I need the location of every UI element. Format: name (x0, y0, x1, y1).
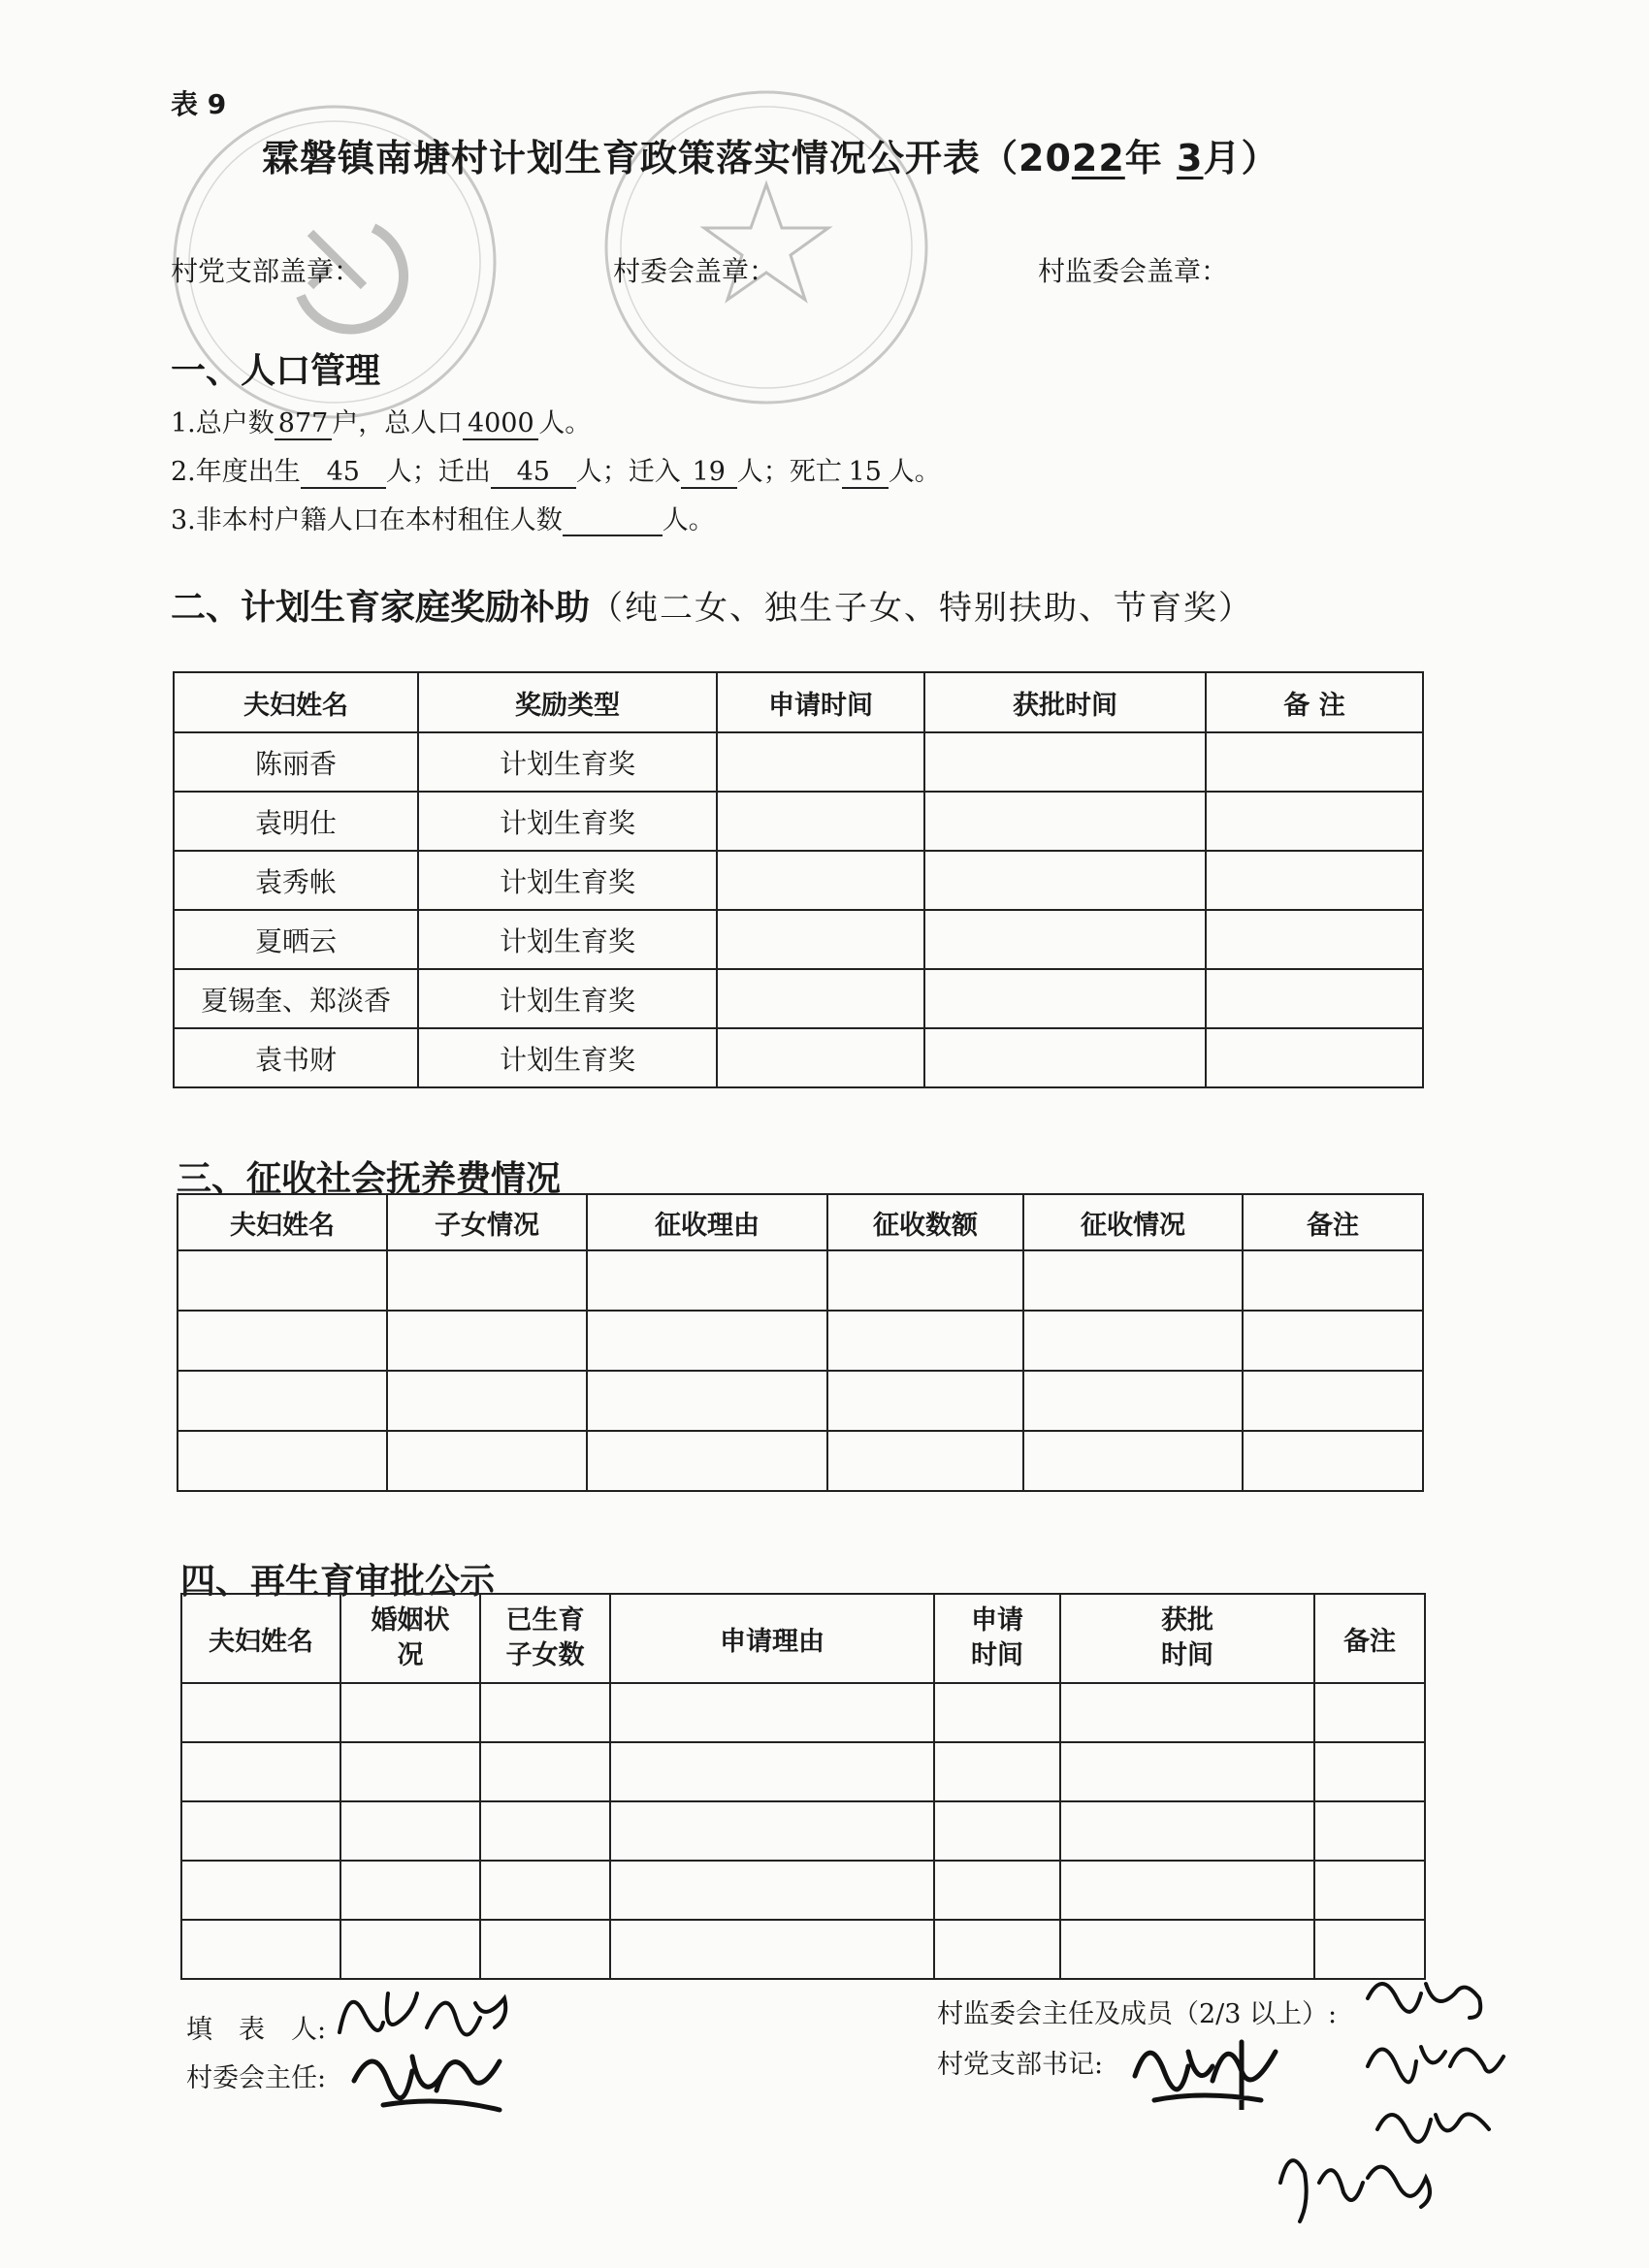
table-cell (480, 1861, 610, 1920)
households-value: 877 (275, 408, 333, 440)
approval-heading: 四、再生育审批公示 (180, 1562, 496, 1602)
table-cell (924, 1028, 1206, 1087)
table-cell (1314, 1683, 1425, 1742)
approval-body (181, 1683, 1425, 1979)
rewards-column-header: 夫妇姓名 (174, 672, 418, 732)
table-cell (1314, 1801, 1425, 1861)
table-cell (717, 851, 924, 910)
renters-value (563, 505, 663, 536)
fees-column-header: 征收情况 (1023, 1194, 1243, 1250)
deaths-label: 人；死亡 (736, 457, 842, 487)
renters-label: 3.非本村户籍人口在本村租住人数 (171, 505, 563, 535)
table-cell: 计划生育奖 (418, 969, 717, 1028)
rewards-column-header: 备 注 (1206, 672, 1423, 732)
total-value: 4000 (463, 408, 538, 440)
table-cell (610, 1683, 934, 1742)
form-label: 表 9 (171, 88, 227, 120)
table-cell (1206, 851, 1423, 910)
table-cell (1314, 1742, 1425, 1801)
table-cell (934, 1683, 1060, 1742)
table-cell (181, 1742, 340, 1801)
population-heading: 一、人口管理 (171, 351, 381, 391)
table-cell (1206, 910, 1423, 969)
table-cell (387, 1431, 587, 1491)
table-row (181, 1801, 1425, 1861)
title-part1: 霖磐镇南塘村计划生育政策落实情况公开表（20 (262, 137, 1072, 179)
table-cell (340, 1920, 480, 1979)
table-row (181, 1861, 1425, 1920)
table-cell (1243, 1431, 1423, 1491)
population-line-1 (171, 402, 591, 440)
filler-label: 填 表 人: (186, 2015, 327, 2045)
table-cell (1243, 1250, 1423, 1311)
rewards-table (173, 671, 1424, 1088)
secretary-label: 村党支部书记: (937, 2050, 1104, 2080)
table-cell (480, 1742, 610, 1801)
table-row (174, 792, 1423, 851)
fees-column-header: 夫妇姓名 (178, 1194, 387, 1250)
approval-column-header: 获批 时间 (1060, 1594, 1314, 1683)
table-cell (934, 1801, 1060, 1861)
title-month: 3 (1177, 137, 1204, 179)
table-row (181, 1920, 1425, 1979)
table-cell (1060, 1801, 1314, 1861)
table-cell (340, 1742, 480, 1801)
births-label: 2.年度出生 (171, 457, 301, 487)
table-cell (1023, 1431, 1243, 1491)
table-cell (1206, 792, 1423, 851)
fees-body (178, 1250, 1423, 1491)
table-cell (934, 1920, 1060, 1979)
table-cell: 计划生育奖 (418, 792, 717, 851)
table-cell (1206, 1028, 1423, 1087)
approval-column-header: 申请 时间 (934, 1594, 1060, 1683)
party-branch-seal-label: 村党支部盖章： (171, 255, 362, 287)
table-cell (178, 1250, 387, 1311)
table-cell (1023, 1250, 1243, 1311)
table-row (174, 969, 1423, 1028)
table-cell (827, 1431, 1023, 1491)
title-year-tail: 22 (1071, 137, 1125, 179)
approval-column-header: 申请理由 (610, 1594, 934, 1683)
table-cell: 计划生育奖 (418, 851, 717, 910)
table-cell (610, 1861, 934, 1920)
rewards-heading-note: （纯二女、独生子女、特别扶助、节育奖） (590, 589, 1254, 628)
table-cell (181, 1683, 340, 1742)
line2-suffix: 人。 (888, 457, 941, 487)
table-cell (717, 792, 924, 851)
table-cell: 夏晒云 (174, 910, 418, 969)
fees-column-header: 备注 (1243, 1194, 1423, 1250)
rewards-heading (171, 580, 1253, 630)
table-cell: 计划生育奖 (418, 732, 717, 792)
table-row (178, 1371, 1423, 1431)
table-row (174, 1028, 1423, 1087)
table-cell (717, 969, 924, 1028)
table-cell (387, 1371, 587, 1431)
table-cell: 夏锡奎、郑淡香 (174, 969, 418, 1028)
table-row (181, 1683, 1425, 1742)
approval-column-header: 夫妇姓名 (181, 1594, 340, 1683)
table-cell (924, 910, 1206, 969)
table-cell (587, 1311, 827, 1371)
out-label: 人；迁出 (385, 457, 491, 487)
approval-header-row (181, 1594, 1425, 1683)
table-cell (387, 1311, 587, 1371)
document-title (262, 128, 1279, 181)
fees-heading: 三、征收社会抚养费情况 (177, 1159, 562, 1199)
table-cell: 袁明仕 (174, 792, 418, 851)
table-cell (480, 1801, 610, 1861)
approval-column-header: 备注 (1314, 1594, 1425, 1683)
table-cell: 计划生育奖 (418, 1028, 717, 1087)
rewards-column-header: 获批时间 (924, 672, 1206, 732)
table-cell (1206, 732, 1423, 792)
table-cell (610, 1742, 934, 1801)
out-value: 45 (491, 457, 576, 489)
table-cell (1243, 1371, 1423, 1431)
table-row (181, 1742, 1425, 1801)
table-row (178, 1250, 1423, 1311)
table-cell (717, 1028, 924, 1087)
line1-suffix: 人。 (538, 408, 592, 438)
table-cell (717, 910, 924, 969)
fees-column-header: 子女情况 (387, 1194, 587, 1250)
table-cell (340, 1683, 480, 1742)
member-signatures (1251, 1960, 1542, 2251)
table-cell: 袁秀帐 (174, 851, 418, 910)
table-cell (924, 732, 1206, 792)
supervision-members-label: 村监委会主任及成员（2/3 以上）: (937, 1999, 1338, 2029)
table-cell (1023, 1311, 1243, 1371)
table-cell (181, 1801, 340, 1861)
table-cell (1060, 1683, 1314, 1742)
table-cell (610, 1920, 934, 1979)
table-cell (717, 732, 924, 792)
table-row (174, 910, 1423, 969)
fees-column-header: 征收理由 (587, 1194, 827, 1250)
table-row (178, 1311, 1423, 1371)
population-line-3 (171, 499, 715, 536)
table-cell: 陈丽香 (174, 732, 418, 792)
rewards-body (174, 732, 1423, 1087)
table-cell (827, 1371, 1023, 1431)
village-committee-seal-label: 村委会盖章： (613, 255, 777, 287)
births-value: 45 (301, 457, 386, 489)
table-cell (827, 1311, 1023, 1371)
rewards-column-header: 奖励类型 (418, 672, 717, 732)
rewards-column-header: 申请时间 (717, 672, 924, 732)
table-cell (924, 792, 1206, 851)
table-cell (181, 1920, 340, 1979)
table-cell (610, 1801, 934, 1861)
table-cell (587, 1431, 827, 1491)
table-cell (178, 1311, 387, 1371)
table-cell (178, 1371, 387, 1431)
table-cell (587, 1371, 827, 1431)
director-signature (344, 2032, 519, 2120)
households-label: 1.总户数 (171, 408, 275, 438)
title-part2: 年 (1124, 137, 1163, 179)
table-cell (387, 1250, 587, 1311)
approval-column-header: 已生育 子女数 (480, 1594, 610, 1683)
rewards-header-row (174, 672, 1423, 732)
supervision-committee-seal-label: 村监委会盖章： (1038, 255, 1229, 287)
table-cell: 计划生育奖 (418, 910, 717, 969)
table-cell (480, 1920, 610, 1979)
table-cell (827, 1250, 1023, 1311)
fees-table (177, 1193, 1424, 1492)
deaths-value: 15 (842, 457, 889, 489)
in-label: 人；迁入 (575, 457, 681, 487)
director-label: 村委会主任: (186, 2063, 327, 2093)
fees-column-header: 征收数额 (827, 1194, 1023, 1250)
rewards-heading-text: 二、计划生育家庭奖励补助 (171, 588, 591, 628)
table-cell (340, 1861, 480, 1920)
title-part3: 月） (1203, 137, 1279, 179)
population-line-2 (171, 450, 941, 489)
table-cell (181, 1861, 340, 1920)
approval-column-header: 婚姻状 况 (340, 1594, 480, 1683)
table-cell (924, 969, 1206, 1028)
table-cell (1023, 1371, 1243, 1431)
table-cell (1060, 1861, 1314, 1920)
in-value: 19 (681, 457, 737, 489)
table-cell (934, 1742, 1060, 1801)
table-cell (934, 1861, 1060, 1920)
table-cell (480, 1683, 610, 1742)
table-cell (1243, 1311, 1423, 1371)
table-cell (178, 1431, 387, 1491)
total-label: 户，总人口 (332, 408, 464, 438)
table-cell (587, 1250, 827, 1311)
approval-table (180, 1593, 1426, 1980)
table-cell (1060, 1742, 1314, 1801)
table-row (174, 732, 1423, 792)
table-row (174, 851, 1423, 910)
table-cell: 袁书财 (174, 1028, 418, 1087)
table-cell (340, 1801, 480, 1861)
table-cell (1206, 969, 1423, 1028)
table-cell (1314, 1861, 1425, 1920)
table-row (178, 1431, 1423, 1491)
table-cell (924, 851, 1206, 910)
fees-header-row (178, 1194, 1423, 1250)
line3-suffix: 人。 (662, 505, 715, 535)
